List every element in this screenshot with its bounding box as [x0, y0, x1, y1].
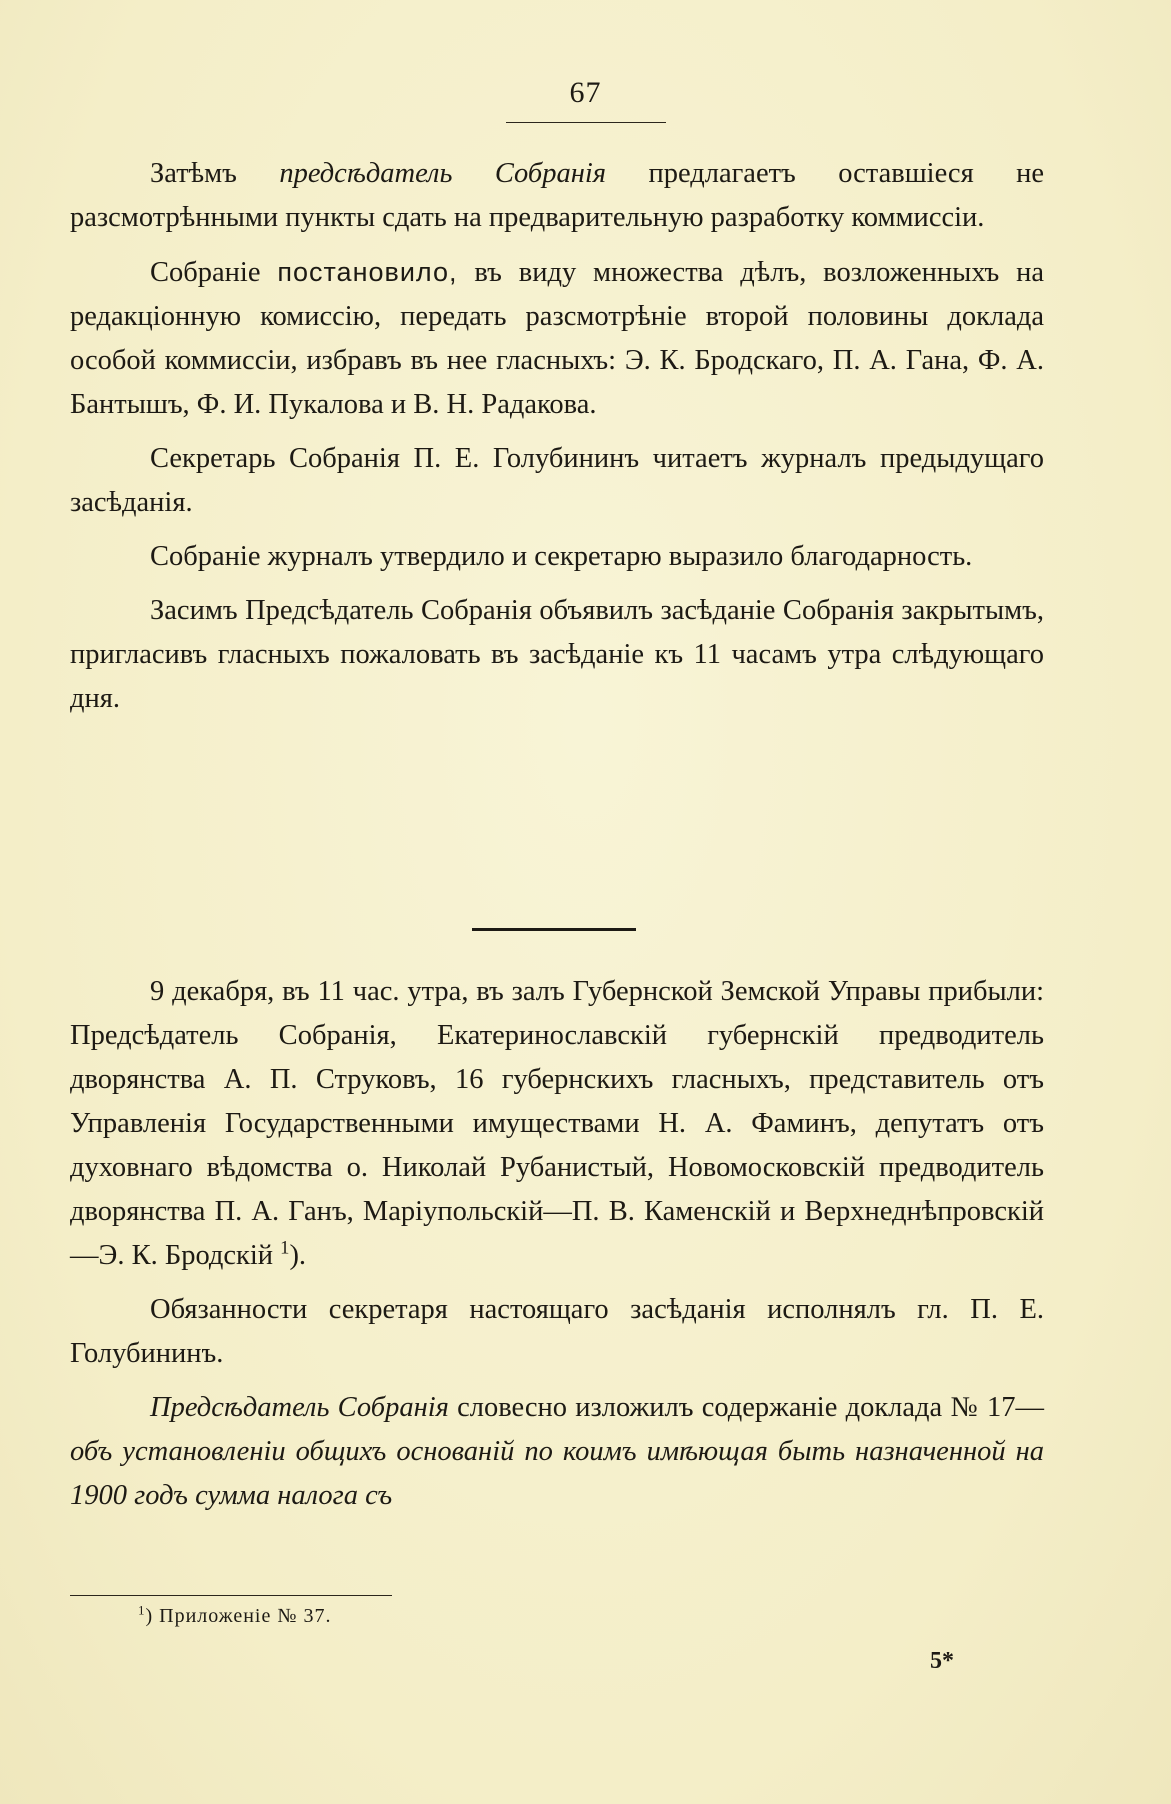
text-run: въ виду множества дѣлъ, возложенныхъ на редакціонную комиссію, передать разсмотрѣніе второй половины доклада особой коммиссіи, избравъ въ нее гласныхъ: Э. К. Бродскаго, П. А. Гана, Ф. А. Бантышъ, Ф. И. Пукалова и В. Н. Радакова. [70, 257, 1045, 420]
text-run-italic: предсѣдатель Собранія [279, 158, 607, 189]
paragraph-6 [70, 970, 1044, 1278]
footnote-marker: 1 [138, 1602, 146, 1618]
text-run: ). [289, 1240, 307, 1271]
footnote-reference: 1 [280, 1237, 290, 1259]
text-run: Затѣмъ [150, 158, 280, 189]
text-run: предлагаетъ оставшіеся не разсмотрѣнными пункты сдать на предварительную разработку коммиссіи. [70, 158, 1044, 233]
body-text-top [70, 152, 1044, 731]
paragraph-2 [70, 250, 1044, 427]
paragraph-7 [70, 1288, 1044, 1376]
header-rule [506, 122, 666, 123]
text-run-italic: объ установленіи общихъ основаній по коимъ имѣющая быть назначенной на 1900 годъ сумма налога съ [70, 1436, 1044, 1511]
page-number: 67 [569, 76, 602, 109]
text-run-italic: Предсѣдатель Собранія [150, 1392, 449, 1423]
body-text-bottom [70, 970, 1044, 1528]
paragraph-4 [70, 535, 1044, 579]
signature-mark: 5* [930, 1648, 954, 1674]
text-run: словесно изложилъ содержаніе доклада № 17— [448, 1392, 1044, 1423]
paragraph-8 [70, 1386, 1044, 1518]
paragraph-1 [70, 152, 1044, 240]
paragraph-3 [70, 437, 1044, 525]
text-run: Засимъ Предсѣдатель Собранія объявилъ засѣданіе Собранія закрытымъ, пригласивъ гласныхъ пожаловать въ засѣданіе къ 11 часамъ утра слѣдующаго дня. [70, 595, 1044, 714]
text-run: Собраніе [150, 257, 278, 288]
page-header [0, 78, 1171, 123]
text-run: 9 декабря, въ 11 час. утра, въ залъ Губернской Земской Управы прибыли: Предсѣдатель Собранія, Екатеринославскій губернскій предводитель дворянства А. П. Струковъ, 16 губернскихъ гласныхъ, представитель отъ Управленія Государственными имуществами Н. А. Фаминъ, депутатъ отъ духовнаго вѣдомства о. Николай Рубанистый, Новомосковскій предводитель дворянства П. А. Ганъ, Маріупольскій—П. В. Каменскій и Верхнеднѣпровскій—Э. К. Бродскій [70, 976, 1044, 1271]
footnote-text: ) Приложеніе № 37. [145, 1605, 332, 1627]
footnote-rule [70, 1595, 392, 1596]
paragraph-5 [70, 589, 1044, 721]
text-run: Секретарь Собранія П. Е. Голубининъ читаетъ журналъ предыдущаго засѣданія. [70, 443, 1044, 518]
footnote [138, 1602, 332, 1628]
text-run-emphasis: постановило, [277, 257, 458, 287]
text-run: Собраніе журналъ утвердило и секретарю выразило благодарность. [150, 541, 973, 572]
section-separator [472, 928, 636, 931]
text-run: Обязанности секретаря настоящаго засѣданія исполнялъ гл. П. Е. Голубининъ. [70, 1294, 1044, 1369]
